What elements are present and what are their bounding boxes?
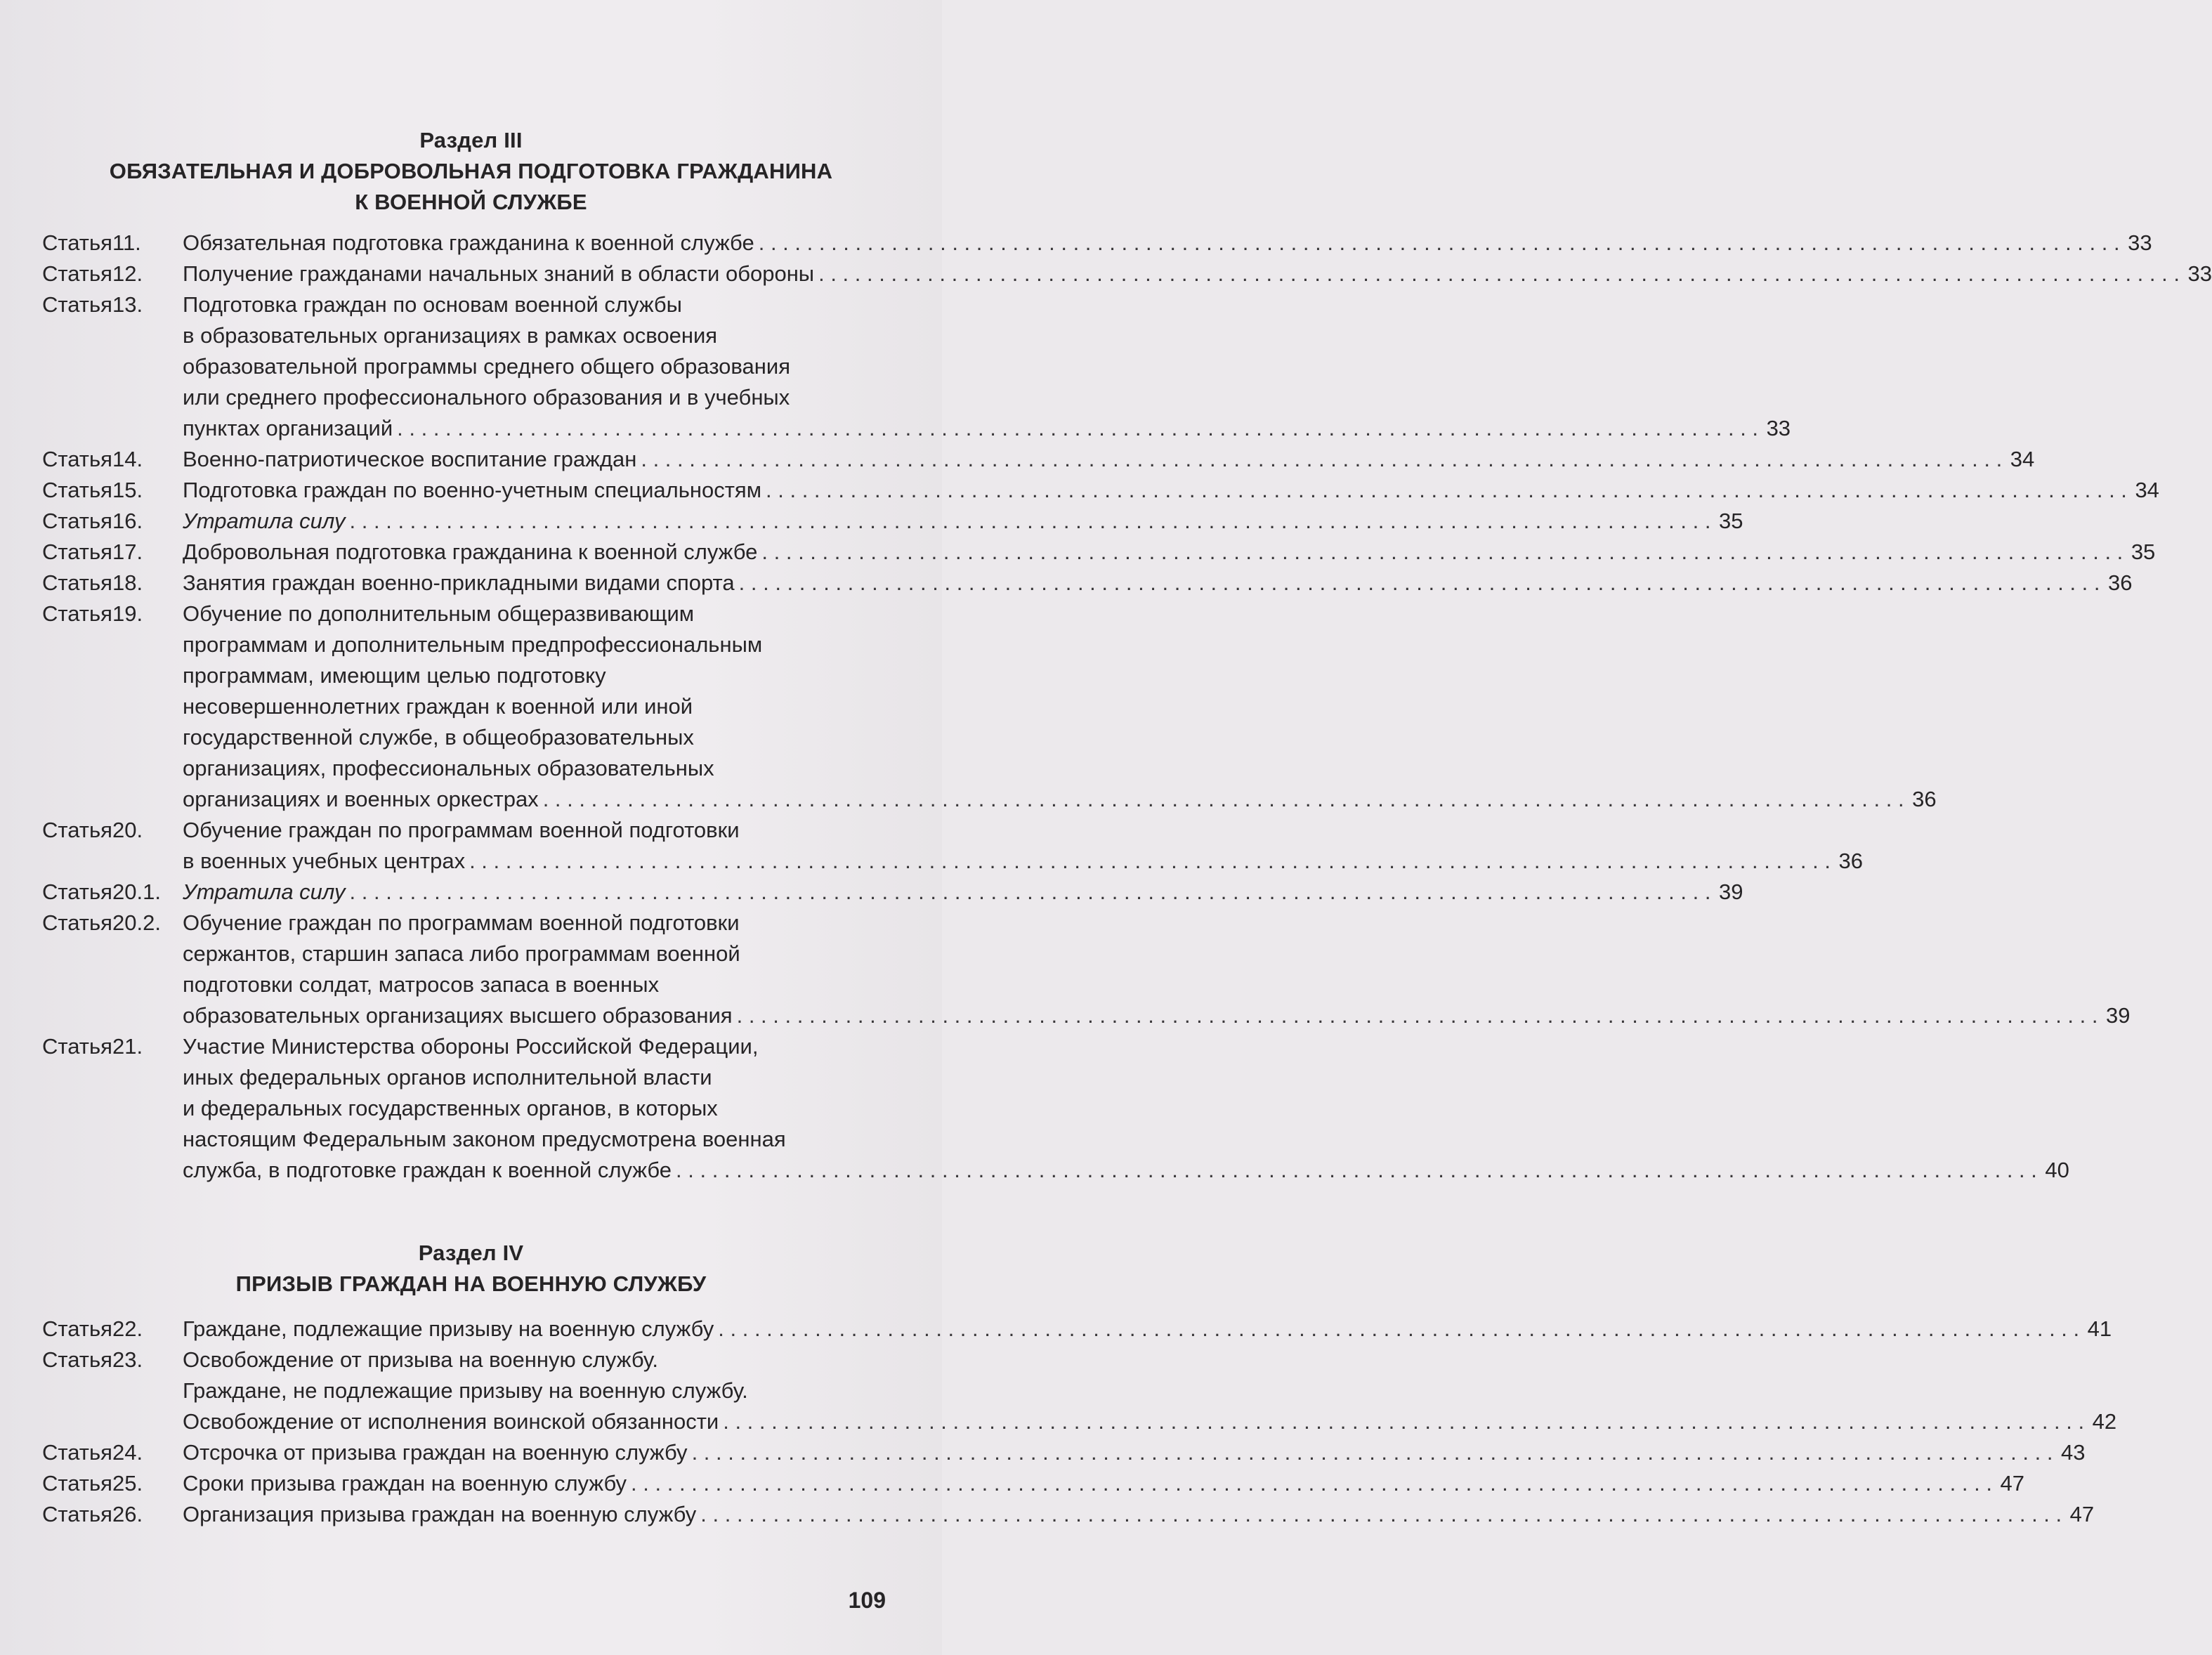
entry-title-line: Освобождение от исполнения воинской обязанности [183, 1409, 719, 1434]
entry-article-number: 20.1. [112, 879, 161, 904]
toc-entry [42, 598, 1937, 815]
entry-page-number: 35 [1718, 509, 1743, 533]
entry-page-number: 35 [2131, 539, 2156, 564]
entry-title-line: несовершеннолетних граждан к военной или иной [183, 694, 693, 719]
toc-entry [42, 1345, 2117, 1437]
entry-article-number: 14. [112, 447, 143, 471]
entry-page-number: 41 [2087, 1316, 2112, 1341]
entry-article-word: Статья [42, 1471, 112, 1496]
dot-leader [676, 1155, 2037, 1186]
entry-article-number: 25. [112, 1471, 143, 1496]
entry-title-line: организациях и военных оркестрах [183, 787, 539, 811]
page-number: 109 [848, 1588, 886, 1613]
entry-title-line: Граждане, не подлежащие призыву на военную службу. [183, 1378, 748, 1403]
entry-title-line: служба, в подготовке граждан к военной службе [183, 1158, 672, 1182]
entry-title-line: Утратила силу [183, 879, 346, 904]
entry-title-line: пунктах организаций [183, 416, 393, 440]
entry-title [183, 1437, 2085, 1468]
entry-title [183, 1499, 2094, 1530]
entry-title [183, 475, 2159, 506]
entry-page-number: 33 [1766, 416, 1791, 440]
entry-page-number: 47 [2069, 1502, 2095, 1526]
entry-article-word: Статья [42, 818, 112, 842]
dot-leader [766, 475, 2127, 506]
toc-entry [42, 259, 2212, 289]
dot-leader [761, 537, 2123, 568]
entry-article-number: 17. [112, 539, 143, 564]
entry-page-number: 39 [2106, 1003, 2131, 1028]
section-3-heading: Раздел III [419, 128, 523, 152]
entry-article-word: Статья [42, 1502, 112, 1526]
entry-title-line: Добровольная подготовка гражданина к военной службе [183, 539, 758, 564]
section-4-title: ПРИЗЫВ ГРАЖДАН НА ВОЕННУЮ СЛУЖБУ [235, 1271, 707, 1296]
entry-page-number: 47 [2000, 1471, 2024, 1496]
entry-article-number: 20. [112, 818, 143, 842]
entry-title [183, 537, 2155, 568]
entry-article-word: Статья [42, 261, 112, 286]
entry-article-number: 18. [112, 570, 143, 595]
entry-title-line: Сроки призыва граждан на военную службу [183, 1471, 627, 1496]
entry-title [183, 1345, 2116, 1437]
entry-article-number: 26. [112, 1502, 143, 1526]
entry-article-number: 20.2. [112, 910, 161, 935]
entry-article-number: 11. [112, 230, 141, 255]
dot-leader [737, 1000, 2098, 1031]
entry-article-word: Статья [42, 601, 112, 626]
entry-title [183, 908, 2131, 1031]
entry-title-line: Военно-патриотическое воспитание граждан [183, 447, 637, 471]
dot-leader [718, 1314, 2079, 1345]
entry-title-line: государственной службе, в общеобразовательных [183, 725, 694, 750]
entry-title-line: Подготовка граждан по военно-учетным специальностям [183, 478, 762, 502]
entry-title-line: Отсрочка от призыва граждан на военную службу [183, 1440, 688, 1465]
section-3-title-line1: ОБЯЗАТЕЛЬНАЯ И ДОБРОВОЛЬНАЯ ПОДГОТОВКА ГРАЖДАНИНА [109, 159, 833, 183]
section-3-title-line2: К ВОЕННОЙ СЛУЖБЕ [355, 190, 587, 214]
dot-leader [631, 1468, 1992, 1499]
entry-title [183, 1031, 2069, 1186]
dot-leader [350, 506, 1711, 537]
dot-leader [692, 1437, 2053, 1468]
entry-page-number: 36 [2108, 570, 2133, 595]
dot-leader [641, 444, 2002, 475]
entry-title [183, 259, 2212, 289]
entry-title [183, 598, 1937, 815]
entry-article-number: 12. [112, 261, 143, 286]
entry-title [183, 444, 2034, 475]
entry-title-line: образовательной программы среднего общего образования [183, 354, 791, 379]
entry-title-line: и федеральных государственных органов, в которых [183, 1096, 718, 1120]
entry-article-word: Статья [42, 910, 112, 935]
entry-page-number: 34 [2135, 478, 2159, 502]
entry-article-word: Статья [42, 1347, 112, 1372]
entry-page-number: 36 [1912, 787, 1937, 811]
entry-title-line: Участие Министерства обороны Российской Федерации, [183, 1034, 759, 1059]
toc-entry [42, 1499, 2095, 1530]
entry-page-number: 33 [2128, 230, 2152, 255]
entry-title-line: Граждане, подлежащие призыву на военную службу [183, 1316, 714, 1341]
entry-article-word: Статья [42, 1316, 112, 1341]
entry-article-number: 22. [112, 1316, 143, 1341]
entry-title-line: иных федеральных органов исполнительной власти [183, 1065, 712, 1090]
dot-leader [723, 1406, 2084, 1437]
entry-article-word: Статья [42, 509, 112, 533]
entry-page-number: 36 [1838, 849, 1863, 873]
entry-article-number: 19. [112, 601, 143, 626]
entry-article-word: Статья [42, 478, 112, 502]
entry-article-word: Статья [42, 1440, 112, 1465]
entry-page-number: 42 [2092, 1409, 2117, 1434]
dot-leader [350, 877, 1711, 908]
toc-section-4 [42, 1314, 2117, 1530]
entry-article-number: 13. [112, 292, 143, 317]
entry-article-word: Статья [42, 879, 112, 904]
toc-entry [42, 444, 2035, 475]
section-4-heading: Раздел IV [418, 1241, 524, 1265]
entry-title-line: Обучение по дополнительным общеразвивающим [183, 601, 695, 626]
entry-title-line: образовательных организациях высшего образования [183, 1003, 733, 1028]
toc-entry [42, 908, 2131, 1031]
dot-leader [700, 1499, 2062, 1530]
entry-title-line: программам и дополнительным предпрофессиональным [183, 632, 763, 657]
entry-page-number: 34 [2010, 447, 2035, 471]
entry-title-line: подготовки солдат, матросов запаса в военных [183, 972, 660, 997]
entry-title-line: Получение гражданами начальных знаний в области обороны [183, 261, 815, 286]
entry-title [183, 815, 1863, 877]
entry-page-number: 40 [2045, 1158, 2069, 1182]
entry-title [183, 506, 1743, 537]
entry-page-number: 33 [2187, 261, 2212, 286]
entry-article-word: Статья [42, 1034, 112, 1059]
entry-article-word: Статья [42, 539, 112, 564]
entry-article-word: Статья [42, 447, 112, 471]
entry-title-line: Обучение граждан по программам военной подготовки [183, 910, 740, 935]
toc-entry [42, 568, 2133, 598]
entry-article-word: Статья [42, 230, 112, 255]
entry-article-number: 15. [112, 478, 143, 502]
dot-leader [469, 846, 1831, 877]
entry-title-line: сержантов, старшин запаса либо программам военной [183, 941, 740, 966]
entry-title-line: Организация призыва граждан на военную службу [183, 1502, 697, 1526]
entry-title [183, 1314, 2112, 1345]
dot-leader [818, 259, 2180, 289]
entry-title-line: Подготовка граждан по основам военной службы [183, 292, 682, 317]
entry-title [183, 877, 1743, 908]
toc-entry [42, 506, 1743, 537]
dot-leader [543, 784, 1904, 815]
entry-title-line: или среднего профессионального образования и в учебных [183, 385, 790, 410]
toc-entry [42, 877, 1743, 908]
entry-title-line: Утратила силу [183, 509, 346, 533]
entry-title [183, 568, 2133, 598]
entry-title-line: настоящим Федеральным законом предусмотрена военная [183, 1127, 786, 1151]
entry-article-number: 16. [112, 509, 143, 533]
dot-leader [397, 413, 1758, 444]
entry-page-number: 39 [1718, 879, 1743, 904]
entry-article-word: Статья [42, 292, 112, 317]
toc-entry [42, 815, 1863, 877]
entry-title-line: Занятия граждан военно-прикладными видами спорта [183, 570, 735, 595]
section-4-header [0, 1238, 942, 1300]
entry-article-number: 23. [112, 1347, 143, 1372]
entry-page-number: 43 [2060, 1440, 2086, 1465]
entry-title-line: в образовательных организациях в рамках освоения [183, 323, 718, 348]
entry-title-line: в военных учебных центрах [183, 849, 466, 873]
toc-entry [42, 537, 2156, 568]
toc-entry [42, 289, 1791, 444]
entry-title [183, 1468, 2024, 1499]
entry-title-line: программам, имеющим целью подготовку [183, 663, 606, 688]
toc-entry [42, 475, 2159, 506]
toc-entry [42, 1437, 2086, 1468]
dot-leader [759, 228, 2120, 259]
entry-title [183, 228, 2152, 259]
toc-section-3 [42, 228, 2212, 1186]
section-3-header [0, 125, 942, 218]
toc-entry [42, 1314, 2112, 1345]
entry-title-line: Обучение граждан по программам военной подготовки [183, 818, 740, 842]
toc-entry [42, 1031, 2069, 1186]
entry-title [183, 289, 1791, 444]
entry-title-line: Обязательная подготовка гражданина к военной службе [183, 230, 754, 255]
toc-entry [42, 1468, 2024, 1499]
entry-title-line: организациях, профессиональных образовательных [183, 756, 714, 780]
entry-article-number: 21. [112, 1034, 143, 1059]
dot-leader [739, 568, 2100, 598]
entry-title-line: Освобождение от призыва на военную службу. [183, 1347, 658, 1372]
entry-article-word: Статья [42, 570, 112, 595]
toc-entry [42, 228, 2152, 259]
entry-article-number: 24. [112, 1440, 143, 1465]
